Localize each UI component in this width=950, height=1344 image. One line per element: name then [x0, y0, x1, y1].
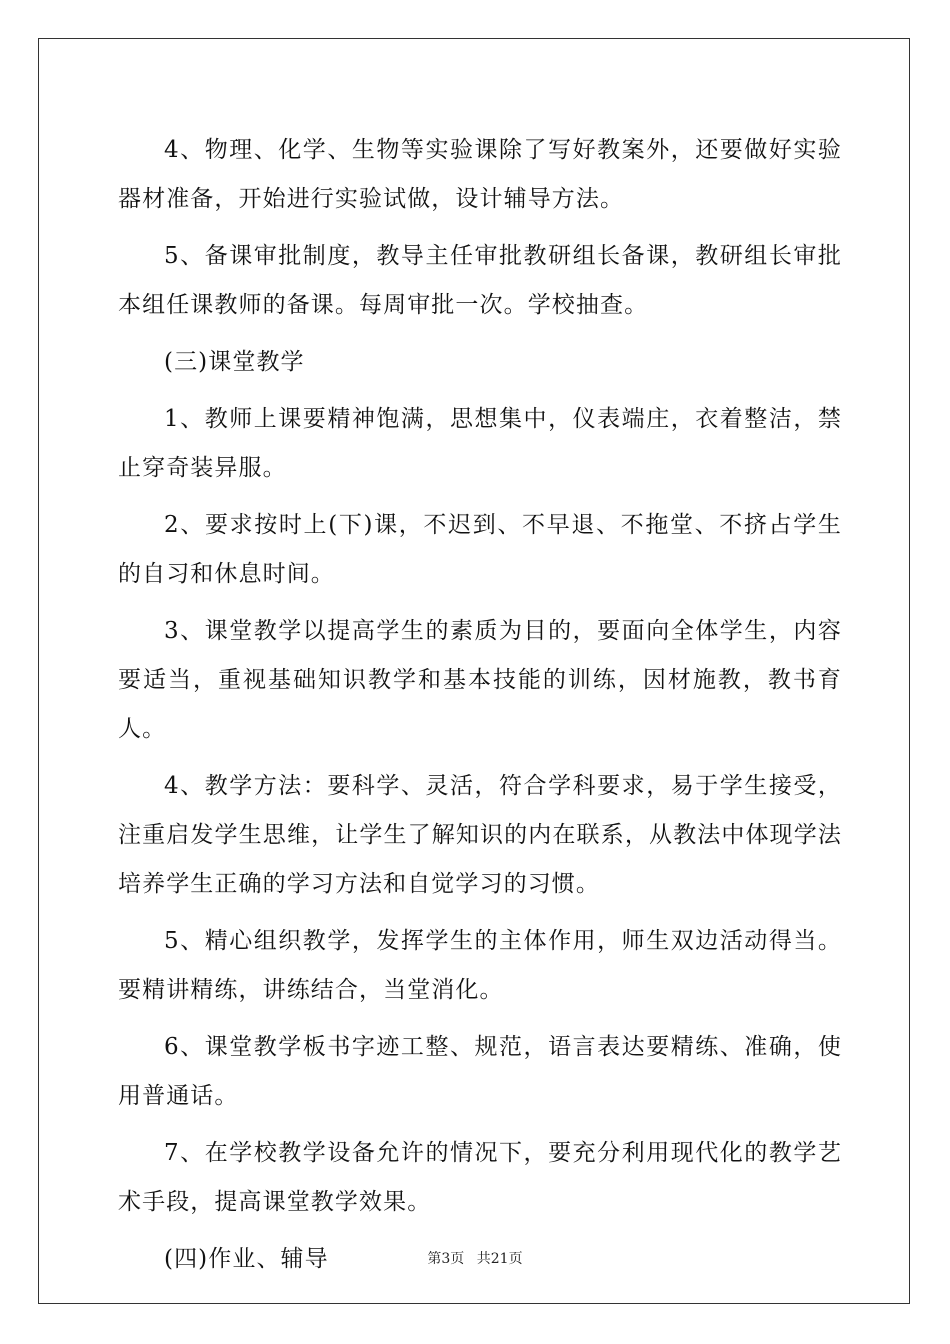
- paragraph: 7、在学校教学设备允许的情况下，要充分利用现代化的教学艺术手段，提高课堂教学效果。: [118, 1140, 842, 1215]
- paragraph: 1、教师上课要精神饱满，思想集中，仪表端庄，衣着整洁，禁止穿奇装异服。: [118, 406, 842, 481]
- paragraph: 4、教学方法：要科学、灵活，符合学科要求，易于学生接受，注重启发学生思维，让学生了解知识的内在联系，从教法中体现学法培养学生正确的学习方法和自觉学习的习惯。: [118, 773, 842, 897]
- paragraph: 5、备课审批制度，教导主任审批教研组长备课，教研组长审批本组任课教师的备课。每周审批一次。学校抽查。: [118, 243, 842, 318]
- paragraph: 3、课堂教学以提高学生的素质为目的，要面向全体学生，内容要适当，重视基础知识教学和基本技能的训练，因材施教，教书育人。: [118, 618, 842, 742]
- paragraph: 5、精心组织教学，发挥学生的主体作用，师生双边活动得当。要精讲精练，讲练结合，当堂消化。: [118, 928, 842, 1003]
- page-number: 第3页: [427, 1251, 465, 1267]
- paragraph: 2、要求按时上(下)课，不迟到、不早退、不拖堂、不挤占学生的自习和休息时间。: [118, 512, 842, 587]
- document-body: [118, 126, 842, 1292]
- section-heading: (三)课堂教学: [164, 349, 305, 375]
- page-total: 共21页: [476, 1251, 523, 1267]
- paragraph: 6、课堂教学板书字迹工整、规范，语言表达要精练、准确，使用普通话。: [118, 1034, 842, 1109]
- page-footer: [0, 1248, 950, 1268]
- paragraph: 4、物理、化学、生物等实验课除了写好教案外，还要做好实验器材准备，开始进行实验试做，设计辅导方法。: [118, 137, 842, 212]
- section-heading: (四)作业、辅导: [164, 1246, 329, 1272]
